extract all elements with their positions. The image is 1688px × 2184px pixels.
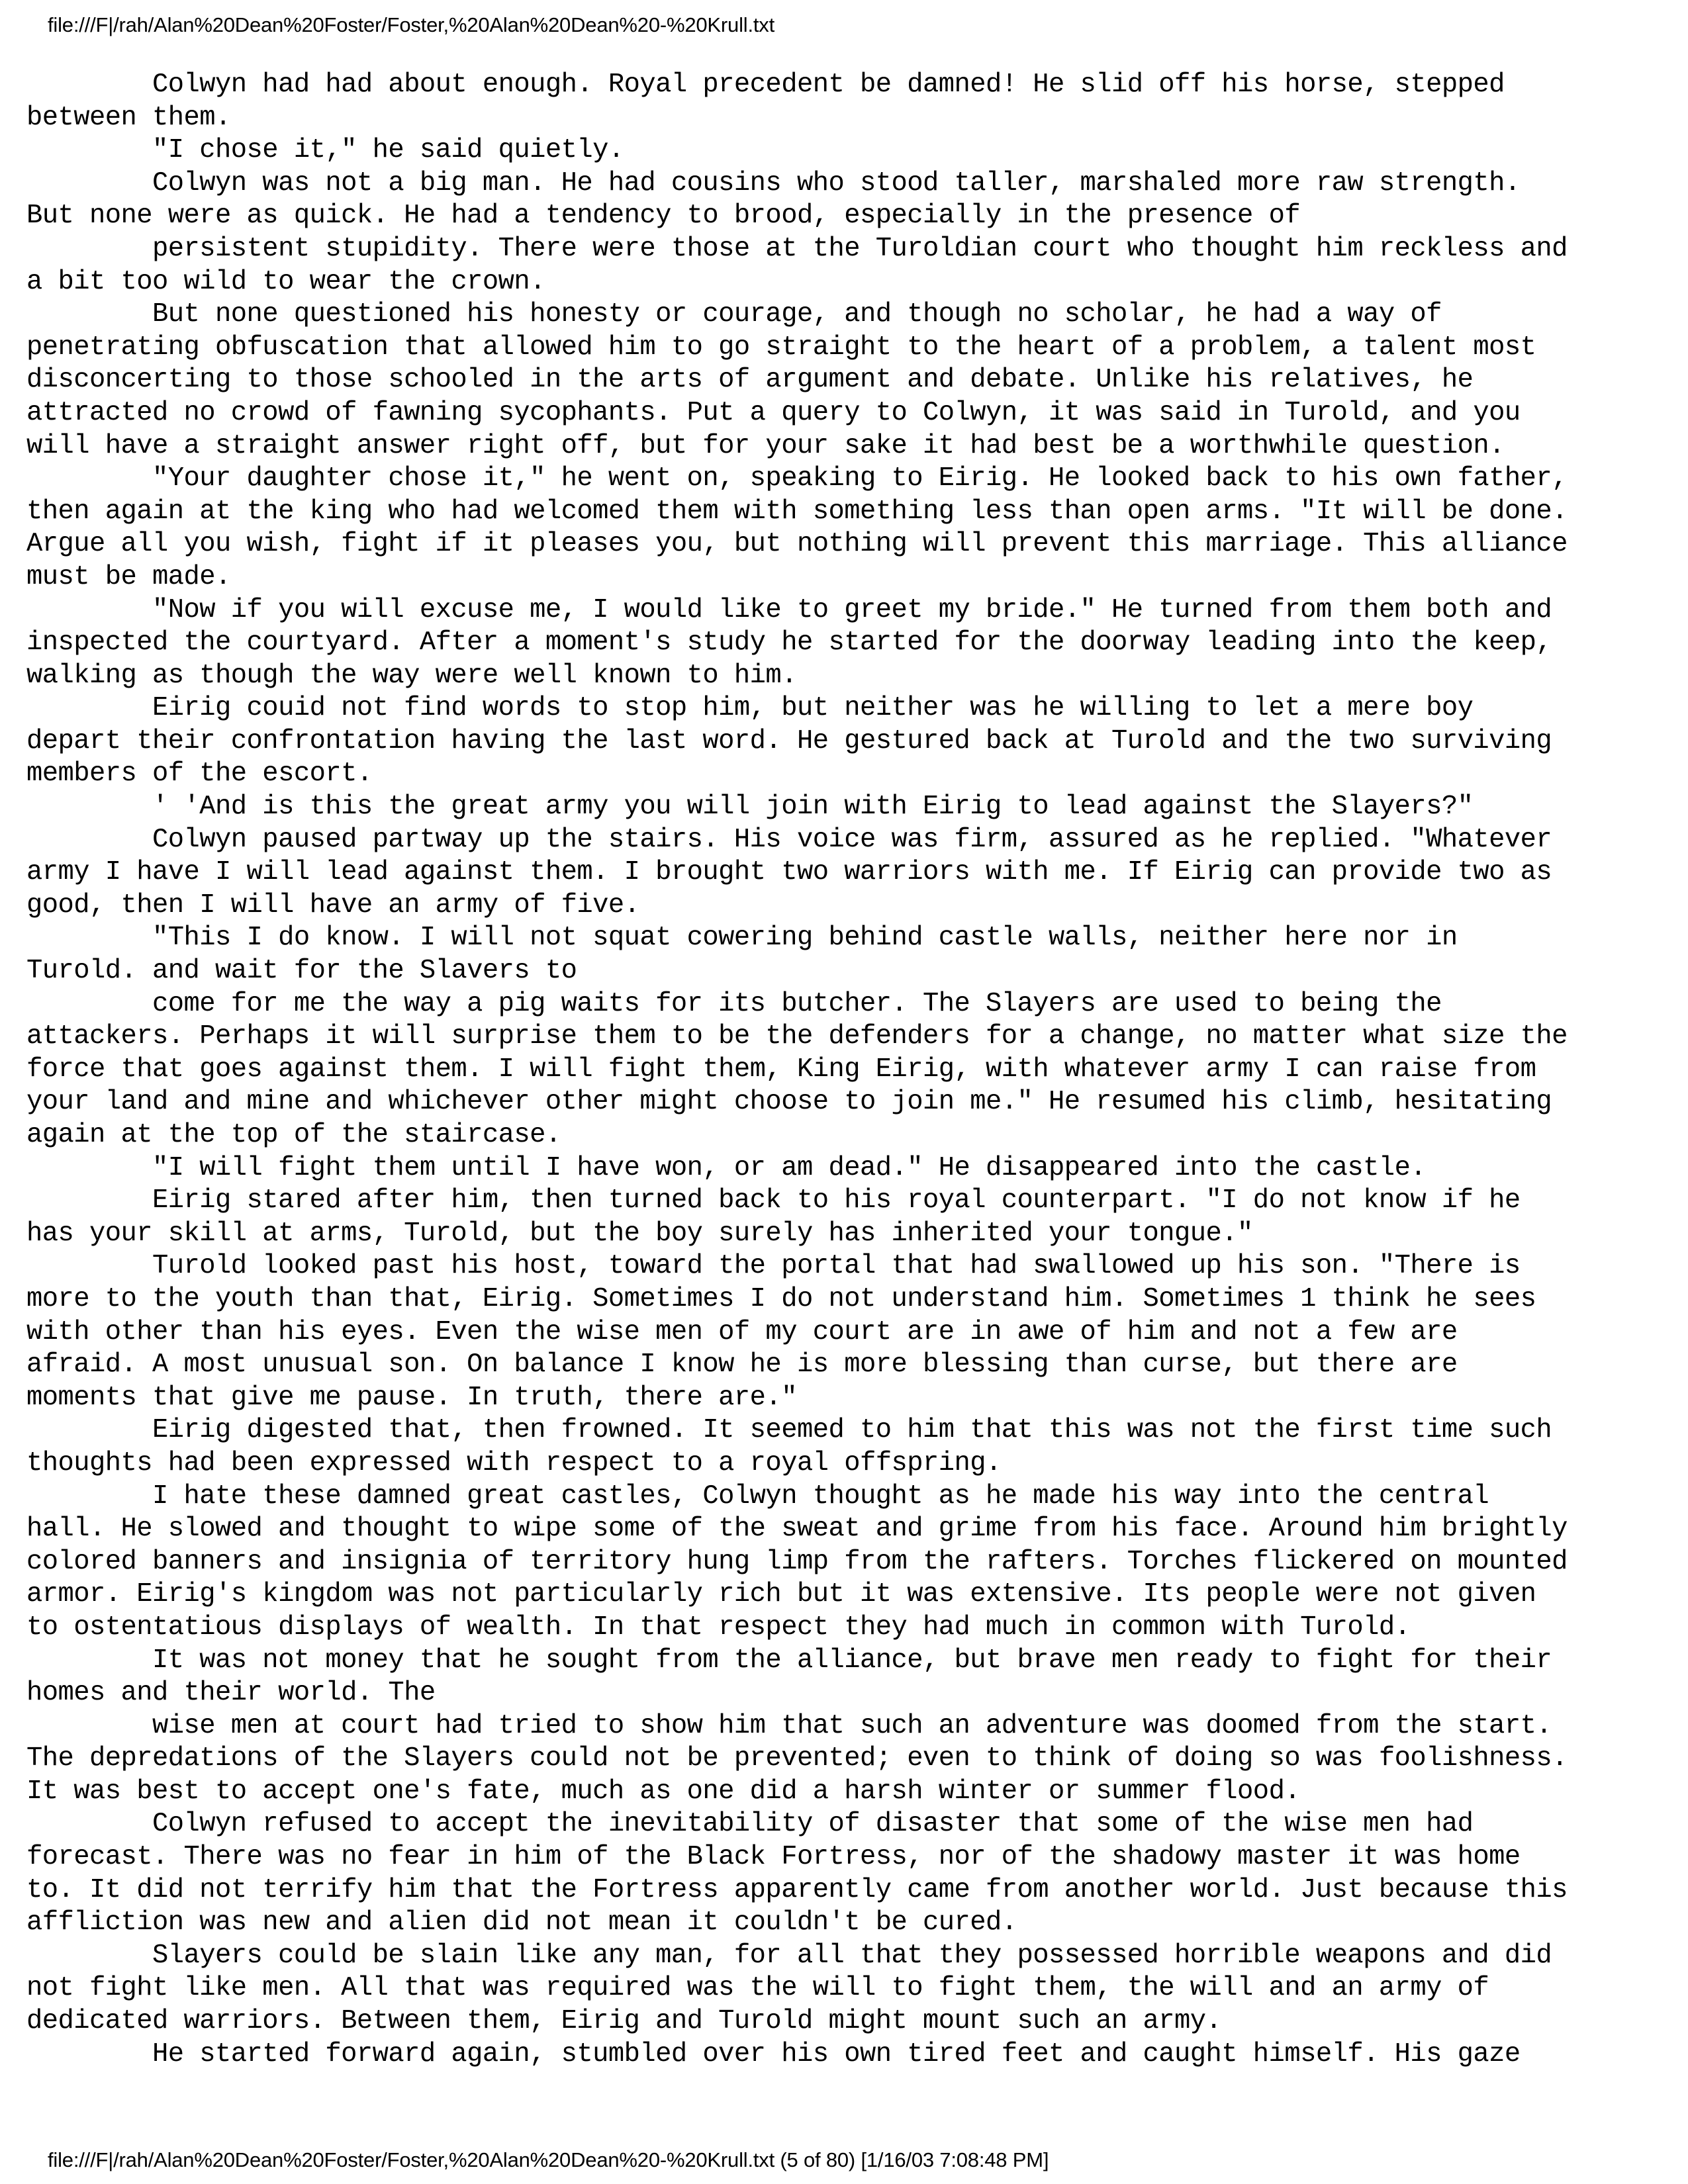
text-line: between them. — [26, 102, 231, 133]
text-line: wise men at court had tried to show him that such an adventure was doomed from the start. — [26, 1710, 1552, 1741]
text-line: with other than his eyes. Even the wise men of my court are in awe of him and not a few are — [26, 1316, 1458, 1347]
text-line: Slayers could be slain like any man, for all that they possessed horrible weapons and did — [26, 1940, 1552, 1971]
text-line: Eirig couid not find words to stop him, but neither was he willing to let a mere boy — [26, 693, 1474, 724]
text-line: thoughts had been expressed with respect to a royal offspring. — [26, 1447, 1002, 1479]
text-line: force that goes against them. I will fight them, King Eirig, with whatever army I can raise from — [26, 1054, 1536, 1085]
text-line: Colwyn was not a big man. He had cousins who stood taller, marshaled more raw strength. — [26, 167, 1521, 199]
text-line: to ostentatious displays of wealth. In that respect they had much in common with Turold. — [26, 1612, 1411, 1643]
text-line: Turold. and wait for the Slavers to — [26, 956, 577, 987]
text-line: Eirig stared after him, then turned back to his royal counterpart. "I do not know if he — [26, 1185, 1521, 1216]
text-line: dedicated warriors. Between them, Eirig and Turold might mount such an army. — [26, 2006, 1222, 2037]
text-line: armor. Eirig's kingdom was not particularly rich but it was extensive. Its people were not given — [26, 1579, 1536, 1610]
text-line: will have a straight answer right off, but for your sake it had best be a worthwhile question. — [26, 430, 1505, 461]
text-line: "I chose it," he said quietly. — [26, 135, 624, 166]
text-line: persistent stupidity. There were those at the Turoldian court who thought him reckless and — [26, 233, 1568, 264]
text-line: depart their confrontation having the last word. He gestured back at Turold and the two surviving — [26, 725, 1552, 756]
text-line: moments that give me pause. In truth, there are." — [26, 1382, 797, 1413]
text-line: not fight like men. All that was required was the will to fight them, the will and an army of — [26, 1973, 1489, 2004]
text-line: ' 'And is this the great army you will join with Eirig to lead against the Slayers?" — [26, 792, 1474, 823]
text-line: afraid. A most unusual son. On balance I know he is more blessing than curse, but there are — [26, 1349, 1458, 1381]
text-line: disconcerting to those schooled in the arts of argument and debate. Unlike his relatives, he — [26, 365, 1474, 396]
text-line: "This I do know. I will not squat cowering behind castle walls, neither here nor in — [26, 923, 1458, 954]
text-line: attracted no crowd of fawning sycophants. Put a query to Colwyn, it was said in Turold, and you — [26, 397, 1521, 428]
text-line: come for me the way a pig waits for its butcher. The Slayers are used to being the — [26, 988, 1442, 1019]
document-body — [26, 69, 1668, 2071]
text-line: colored banners and insignia of territory hung limp from the rafters. Torches flickered on mounted — [26, 1546, 1568, 1577]
text-line: Colwyn paused partway up the stairs. His voice was firm, assured as he replied. "Whatever — [26, 824, 1552, 855]
text-line: It was not money that he sought from the alliance, but brave men ready to fight for their — [26, 1645, 1552, 1676]
text-line: then again at the king who had welcomed them with something less than open arms. "It will be done. — [26, 496, 1568, 527]
text-line: to. It did not terrify him that the Fortress apparently came from another world. Just because this — [26, 1874, 1568, 1905]
text-line: But none were as quick. He had a tendency to brood, especially in the presence of — [26, 201, 1301, 232]
text-line: forecast. There was no fear in him of the Black Fortress, nor of the shadowy master it was home — [26, 1842, 1521, 1873]
text-line: affliction was new and alien did not mean it couldn't be cured. — [26, 1907, 1017, 1938]
text-line: homes and their world. The — [26, 1678, 436, 1709]
text-line: I hate these damned great castles, Colwyn thought as he made his way into the central — [26, 1480, 1489, 1512]
text-line: members of the escort. — [26, 758, 373, 790]
text-line: Colwyn had had about enough. Royal precedent be damned! He slid off his horse, stepped — [26, 69, 1505, 100]
text-line: hall. He slowed and thought to wipe some of the sweat and grime from his face. Around him brightly — [26, 1514, 1568, 1545]
page-footer-info: file:///F|/rah/Alan%20Dean%20Foster/Foster,%20Alan%20Dean%20-%20Krull.txt (5 of 80) [1/16/03 7:08:48 PM] — [48, 2148, 1049, 2171]
text-line: The depredations of the Slayers could not be prevented; even to think of doing so was foolishness. — [26, 1743, 1568, 1774]
text-line: penetrating obfuscation that allowed him to go straight to the heart of a problem, a talent most — [26, 332, 1536, 363]
page-header-file-path: file:///F|/rah/Alan%20Dean%20Foster/Foster,%20Alan%20Dean%20-%20Krull.txt — [48, 13, 774, 36]
text-line: your land and mine and whichever other might choose to join me." He resumed his climb, hesitating — [26, 1087, 1552, 1118]
text-line: walking as though the way were well known to him. — [26, 660, 797, 691]
text-line: "Your daughter chose it," he went on, speaking to Eirig. He looked back to his own father, — [26, 463, 1568, 494]
text-line: But none questioned his honesty or courage, and though no scholar, he had a way of — [26, 299, 1442, 330]
text-line: "Now if you will excuse me, I would like to greet my bride." He turned from them both and — [26, 594, 1552, 625]
text-line: Argue all you wish, fight if it pleases you, but nothing will prevent this marriage. This alliance — [26, 529, 1568, 560]
text-line: a bit too wild to wear the crown. — [26, 266, 545, 297]
text-line: Colwyn refused to accept the inevitability of disaster that some of the wise men had — [26, 1809, 1474, 1840]
text-line: Turold looked past his host, toward the portal that had swallowed up his son. "There is — [26, 1251, 1521, 1282]
text-line: has your skill at arms, Turold, but the boy surely has inherited your tongue." — [26, 1218, 1253, 1249]
text-line: Eirig digested that, then frowned. It seemed to him that this was not the first time such — [26, 1415, 1552, 1446]
text-line: "I will fight them until I have won, or am dead." He disappeared into the castle. — [26, 1152, 1427, 1183]
text-line: attackers. Perhaps it will surprise them to be the defenders for a change, no matter what size the — [26, 1021, 1568, 1052]
text-line: more to the youth than that, Eirig. Sometimes I do not understand him. Sometimes 1 think he sees — [26, 1283, 1536, 1314]
text-line: good, then I will have an army of five. — [26, 889, 640, 921]
text-line: It was best to accept one's fate, much as one did a harsh winter or summer flood. — [26, 1776, 1301, 1807]
text-line: inspected the courtyard. After a moment's study he started for the doorway leading into the keep, — [26, 627, 1552, 659]
text-line: army I have I will lead against them. I brought two warriors with me. If Eirig can provide two as — [26, 857, 1552, 888]
text-line: He started forward again, stumbled over his own tired feet and caught himself. His gaze — [26, 2038, 1521, 2070]
text-line: again at the top of the staircase. — [26, 1120, 561, 1150]
text-line: must be made. — [26, 561, 231, 592]
